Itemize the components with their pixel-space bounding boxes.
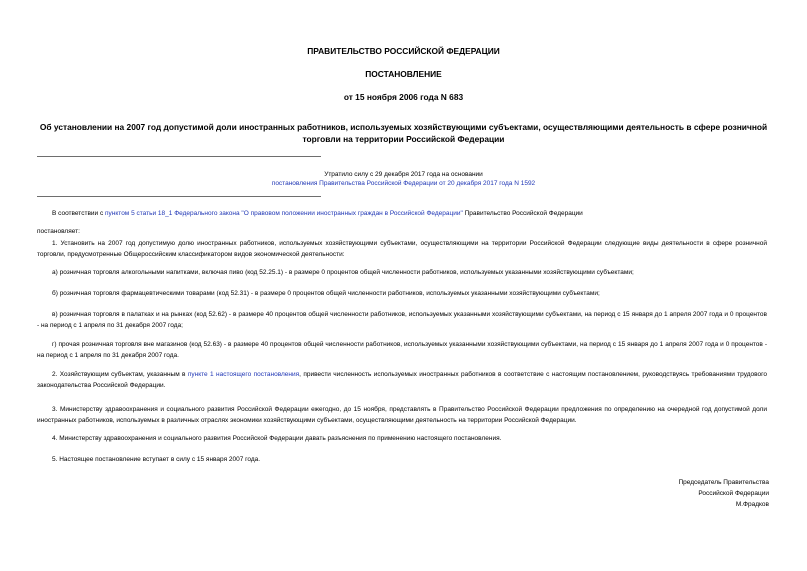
document-title: Об установлении на 2007 год допустимой доли иностранных работников, используемых хозяйствующими субъектами, осуществляющими деятельность в сфере розничной торговли на территории Российской Федерации [39,122,768,144]
signature-block [569,477,769,510]
resolves-text: постановляет: [37,228,80,235]
signature-organization: Российской Федерации [698,490,769,497]
date-number-heading: от 15 ноября 2006 года N 683 [343,92,464,102]
paragraph-2-text-after: , привести численность используемых иностранных работников в соответствие с настоящим постановлением, руководствуясь требованиями трудового законодательства Российской Федерации. [37,371,767,389]
repeal-note [0,170,807,188]
preamble [37,208,767,219]
preamble-text-before: В соответствии с [52,210,106,217]
paragraph-5: 5. Настоящее постановление вступает в силу с 15 января 2007 года. [52,456,261,463]
paragraph-2 [37,369,767,391]
paragraph-4: 4. Министерству здравоохранения и социального развития Российской Федерации давать разъяснения по применению настоящего постановления. [52,435,502,442]
document-type-heading: ПОСТАНОВЛЕНИЕ [365,69,442,79]
paragraph-3: 3. Министерству здравоохранения и социального развития Российской Федерации ежегодно, до 15 ноября, представлять в Правительство Российской Федерации предложения по определению на очередной год допустимой доли иностранных работников, используемых в различных отраслях экономики хозяйствующими субъектами, осуществляющими деятельность на территории Российской Федерации. [37,406,767,424]
subparagraph-v: в) розничная торговля в палатках и на рынках (код 52.62) - в размере 40 процентов общей численности работников, используемых указанными хозяйствующими субъектами, на период с 15 января до 1 апреля 2007 года и 0 процентов - на период с 1 апреля по 31 декабря 2007 года; [37,311,767,329]
subparagraph-b: б) розничная торговля фармацевтическими товарами (код 52.31) - в размере 0 процентов общей численности работников, используемых указанными хозяйствующими субъектами; [52,290,600,297]
top-divider [37,156,321,157]
subparagraph-g: г) прочая розничная торговля вне магазинов (код 52.63) - в размере 40 процентов общей численности работников, используемых указанными хозяйствующими субъектами, на период с 15 января до 1 апреля 2007 года и 0 процентов - на период с 1 апреля по 31 декабря 2007 года. [37,341,767,359]
bottom-divider [37,196,321,197]
government-heading: ПРАВИТЕЛЬСТВО РОССИЙСКОЙ ФЕДЕРАЦИИ [307,46,500,56]
preamble-law-link[interactable]: пунктом 5 статьи 18_1 Федерального закона "О правовом положении иностранных граждан в Российской Федерации" [105,210,463,217]
signature-name: М.Фрадков [735,501,769,508]
repeal-note-link[interactable]: постановления Правительства Российской Федерации от 20 декабря 2017 года N 1592 [271,180,536,187]
subparagraph-a: а) розничная торговля алкогольными напитками, включая пиво (код 52.25.1) - в размере 0 процентов общей численности работников, используемых указанными хозяйствующими субъектами; [52,269,634,276]
paragraph-1: 1. Установить на 2007 год допустимую долю иностранных работников, используемых хозяйствующими субъектами, осуществляющими на территории Российской Федерации следующие виды деятельности в сфере розничной торговли, предусмотренные Общероссийским классификатором видов экономической деятельности: [37,240,767,258]
paragraph-2-text-before: 2. Хозяйствующим субъектам, указанным в [52,371,188,378]
signature-title: Председатель Правительства [678,479,769,486]
preamble-text-after: Правительство Российской Федерации [462,210,583,217]
repeal-note-text: Утратило силу с 29 декабря 2017 года на основании [324,171,483,178]
paragraph-2-link[interactable]: пункте 1 настоящего постановления [187,371,300,378]
